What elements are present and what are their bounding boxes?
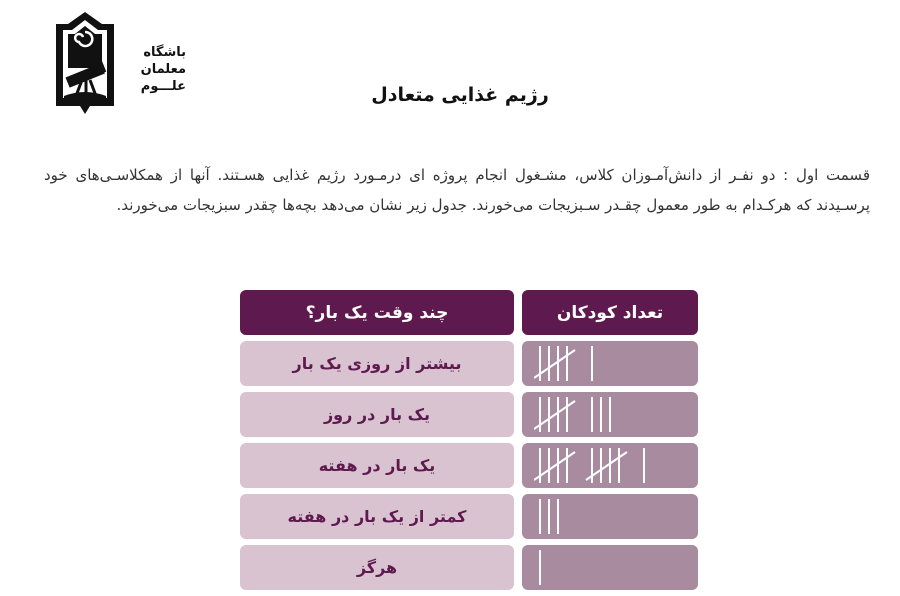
tally-cell	[522, 494, 698, 539]
table-header-row	[240, 290, 700, 337]
logo-line: معلمان	[140, 62, 186, 77]
tally-marks	[534, 341, 694, 386]
frequency-label: یک بار در روز	[240, 392, 514, 437]
tally-marks	[534, 443, 694, 488]
logo-line: باشگاه	[143, 45, 186, 60]
header-count: تعداد کودکان	[522, 290, 698, 335]
frequency-label: هرگز	[240, 545, 514, 590]
tally-cell	[522, 341, 698, 386]
vegetable-frequency-table	[240, 290, 700, 596]
tally-marks	[534, 545, 694, 590]
frequency-label: یک بار در هفته	[240, 443, 514, 488]
header-frequency: چند وقت یک بار؟	[240, 290, 514, 335]
frequency-label: بیشتر از روزی یک بار	[240, 341, 514, 386]
table-row	[240, 392, 700, 439]
table-row	[240, 494, 700, 541]
tally-marks	[534, 494, 694, 539]
table-row	[240, 545, 700, 592]
page-title: رژیم غذایی متعادل	[371, 84, 549, 106]
tally-cell	[522, 443, 698, 488]
tally-cell	[522, 392, 698, 437]
tally-cell	[522, 545, 698, 590]
table-row	[240, 341, 700, 388]
table-row	[240, 443, 700, 490]
logo-line: علـــوم	[140, 79, 186, 94]
tally-marks	[534, 392, 694, 437]
frequency-label: کمتر از یک بار در هفته	[240, 494, 514, 539]
intro-paragraph: قسمت اول : دو نفـر از دانش‌آمـوزان کلاس، مشـغول انجام پروژه ای درمـورد رژیم غذایی هسـتند. آنها از همکلاسـی‌های خود پرسـیدند که هرکـدام به طور معمول چقـدر سـبزیجات می‌خورند. جدول زیر نشان می‌دهد بچه‌ها چقدر سبزیجات می‌خورند.	[44, 166, 870, 214]
